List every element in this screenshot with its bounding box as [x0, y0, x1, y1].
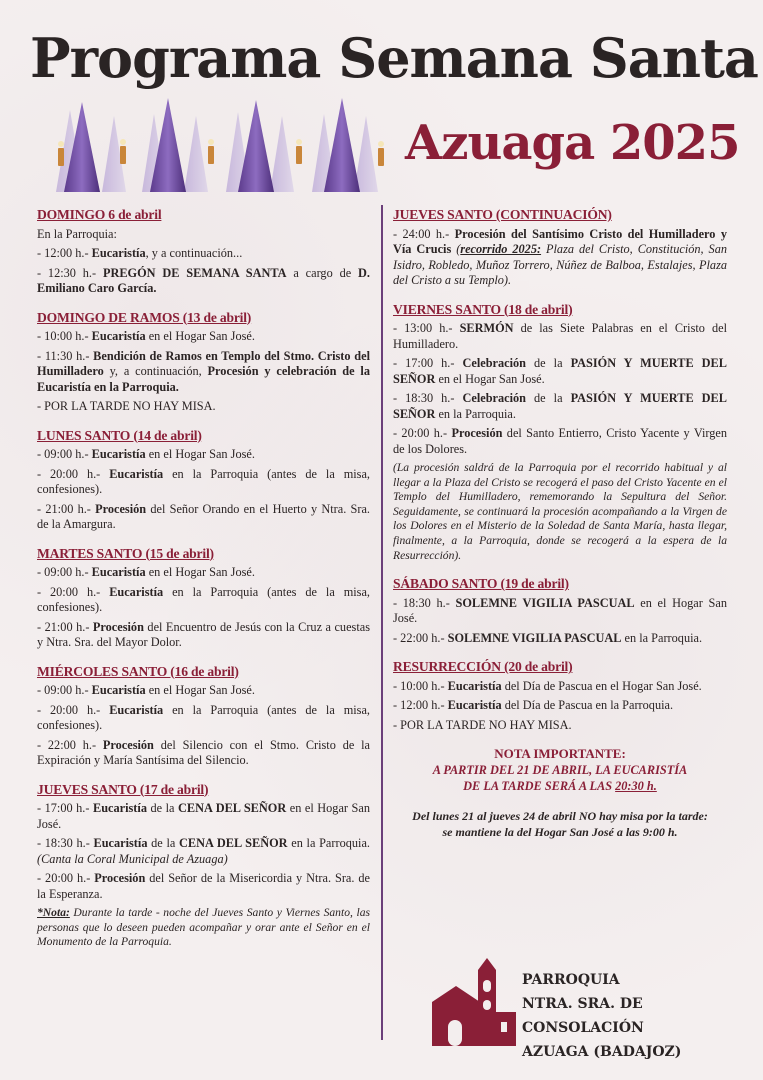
- right-sections: [393, 207, 727, 733]
- schedule-item: - 20:00 h.- Eucaristía en la Parroquia (antes de la misa, confesiones).: [37, 584, 370, 614]
- schedule-day-section: [37, 664, 370, 769]
- schedule-item: - POR LA TARDE NO HAY MISA.: [393, 717, 572, 732]
- important-note-line2: [393, 778, 727, 794]
- parish-line2: NTRA. SRA. DE CONSOLACIÓN: [522, 996, 644, 1036]
- schedule-item: - 21:00 h.- Procesión del Señor Orando en el Huerto y Ntra. Sra. de la Amargura.: [37, 501, 370, 531]
- weekday-note: [393, 808, 727, 840]
- day-heading: DOMINGO 6 de abril: [37, 207, 162, 222]
- page-subtitle: Azuaga 2025: [405, 115, 740, 171]
- schedule-day-section: [393, 659, 727, 733]
- schedule-day-section: [37, 310, 370, 415]
- page-title: Programa Semana Santa: [30, 26, 758, 90]
- schedule-item: - 11:30 h.- Bendición de Ramos en Templo del Stmo. Cristo del Humilladero y, a continuación, Procesión y celebración de la Eucaristía en la Parroquia.: [37, 348, 370, 394]
- schedule-item: - 22:00 h.- SOLEMNE VIGILIA PASCUAL en la Parroquia.: [393, 630, 703, 645]
- day-heading: SÁBADO SANTO (19 de abril): [393, 576, 569, 592]
- day-heading: MIÉRCOLES SANTO (16 de abril): [37, 663, 239, 679]
- schedule-item: - 09:00 h.- Eucaristía en el Hogar San José.: [37, 447, 255, 461]
- day-heading: LUNES SANTO (14 de abril): [37, 427, 202, 443]
- day-heading: MARTES SANTO (15 de abril): [37, 545, 214, 561]
- parish-line1: PARROQUIA: [522, 972, 620, 988]
- day-heading: RESURRECCIÓN (20 de abril): [393, 659, 573, 675]
- schedule-item: - 18:30 h.- Celebración de la PASIÓN Y MUERTE DEL SEÑOR en la Parroquia.: [393, 391, 727, 421]
- day-heading: JUEVES SANTO (CONTINUACIÓN): [393, 207, 612, 222]
- schedule-item: - 18:30 h.- Eucaristía de la CENA DEL SEÑOR en la Parroquia. (Canta la Coral Municipal de Azuaga): [37, 836, 370, 866]
- schedule-day-section: [37, 782, 370, 950]
- schedule-item: - 09:00 h.- Eucaristía en el Hogar San José.: [37, 565, 255, 579]
- schedule-item: - 17:00 h.- Eucaristía de la CENA DEL SEÑOR en el Hogar San José.: [37, 801, 370, 831]
- weekday-note-line1: Del lunes 21 al jueves 24 de abril NO hay misa por la tarde:: [412, 809, 708, 824]
- schedule-day-section: [37, 207, 370, 297]
- parish-line3: AZUAGA (BADAJOZ): [522, 1044, 682, 1060]
- important-note-heading: NOTA IMPORTANTE:: [494, 746, 626, 762]
- column-divider: [381, 205, 383, 1040]
- schedule-item: - 20:00 h.- Eucaristía en la Parroquia (antes de la misa, confesiones).: [37, 466, 370, 496]
- right-column: [393, 207, 727, 840]
- schedule-day-section: [37, 546, 370, 651]
- schedule-day-section: [393, 302, 727, 564]
- schedule-item: - 10:00 h.- Eucaristía en el Hogar San José.: [37, 329, 255, 343]
- schedule-item: - 20:00 h.- Eucaristía en la Parroquia (antes de la misa, confesiones).: [37, 702, 370, 732]
- church-icon: [426, 958, 518, 1050]
- schedule-item: - 12:30 h.- PREGÓN DE SEMANA SANTA a cargo de D. Emiliano Caro García.: [37, 265, 370, 295]
- day-heading: VIERNES SANTO (18 de abril): [393, 301, 573, 317]
- schedule-item: - 10:00 h.- Eucaristía del Día de Pascua en el Hogar San José.: [393, 678, 702, 693]
- parish-signature: [522, 968, 763, 1064]
- schedule-day-section: [37, 428, 370, 533]
- important-note-line2-text: DE LA TARDE SERÁ A LAS: [463, 779, 616, 794]
- day-heading: DOMINGO DE RAMOS (13 de abril): [37, 309, 252, 325]
- schedule-item: - POR LA TARDE NO HAY MISA.: [37, 399, 216, 413]
- schedule-note: (La procesión saldrá de la Parroquia por el recorrido habitual y al llegar a la Plaza del Cristo se recogerá el paso del Cristo Yacente en el Templo del Humilladero, rememorando la Sepultura del Señor. Seguidamente, se continuará la procesión acompañando a la Virgen de los Dolores en el Misterio de la Soledad de Santa María, hasta llegar, finalmente, a la Parroquia, donde se recogerá a la espera de la Resurrección).: [393, 461, 727, 562]
- day-heading: JUEVES SANTO (17 de abril): [37, 781, 209, 797]
- schedule-item: - 22:00 h.- Procesión del Silencio con el Stmo. Cristo de la Expiración y María Santísima del Silencio.: [37, 737, 370, 767]
- schedule-item: En la Parroquia:: [37, 226, 117, 241]
- important-note-time: 20:30 h.: [615, 779, 657, 794]
- left-column: [37, 207, 370, 963]
- schedule-item: - 13:00 h.- SERMÓN de las Siete Palabras en el Cristo del Humilladero.: [393, 321, 727, 351]
- schedule-item: - 18:30 h.- SOLEMNE VIGILIA PASCUAL en el Hogar San José.: [393, 595, 727, 626]
- nazarenos-illustration: [42, 96, 394, 192]
- schedule-item: - 12:00 h.- Eucaristía del Día de Pascua en la Parroquia.: [393, 698, 674, 713]
- schedule-item: - 12:00 h.- Eucaristía, y a continuación...: [37, 246, 243, 260]
- schedule-item: - 20:00 h.- Procesión del Señor de la Misericordia y Ntra. Sra. de la Esperanza.: [37, 871, 370, 901]
- important-note: [393, 746, 727, 794]
- important-note-line1: A PARTIR DEL 21 DE ABRIL, LA EUCARISTÍA: [432, 763, 688, 778]
- schedule-item: - 17:00 h.- Celebración de la PASIÓN Y MUERTE DEL SEÑOR en el Hogar San José.: [393, 356, 727, 386]
- schedule-item: - 09:00 h.- Eucaristía en el Hogar San José.: [37, 683, 255, 697]
- schedule-item: - 24:00 h.- Procesión del Santísimo Cristo del Humilladero y Vía Crucis (recorrido 2025: Plaza del Cristo, Constitución, San Isidro, Robledo, Muñoz Torrero, Núñez de Balboa, Estalajes, Plaza del Cristo a su Templo).: [393, 226, 728, 287]
- schedule-item: - 20:00 h.- Procesión del Santo Entierro, Cristo Yacente y Virgen de los Dolores.: [393, 426, 727, 456]
- schedule-day-section: [393, 207, 727, 289]
- weekday-note-line2: se mantiene la del Hogar San José a las 9:00 h.: [442, 825, 678, 840]
- schedule-item: - 21:00 h.- Procesión del Encuentro de Jesús con la Cruz a cuestas y Ntra. Sra. del Mayor Dolor.: [37, 619, 370, 649]
- schedule-day-section: [393, 576, 727, 646]
- schedule-note: *Nota: Durante la tarde - noche del Jueves Santo y Viernes Santo, las personas que lo deseen pueden acompañar y orar ante el Señor en el Monumento de la Parroquia.: [37, 906, 370, 949]
